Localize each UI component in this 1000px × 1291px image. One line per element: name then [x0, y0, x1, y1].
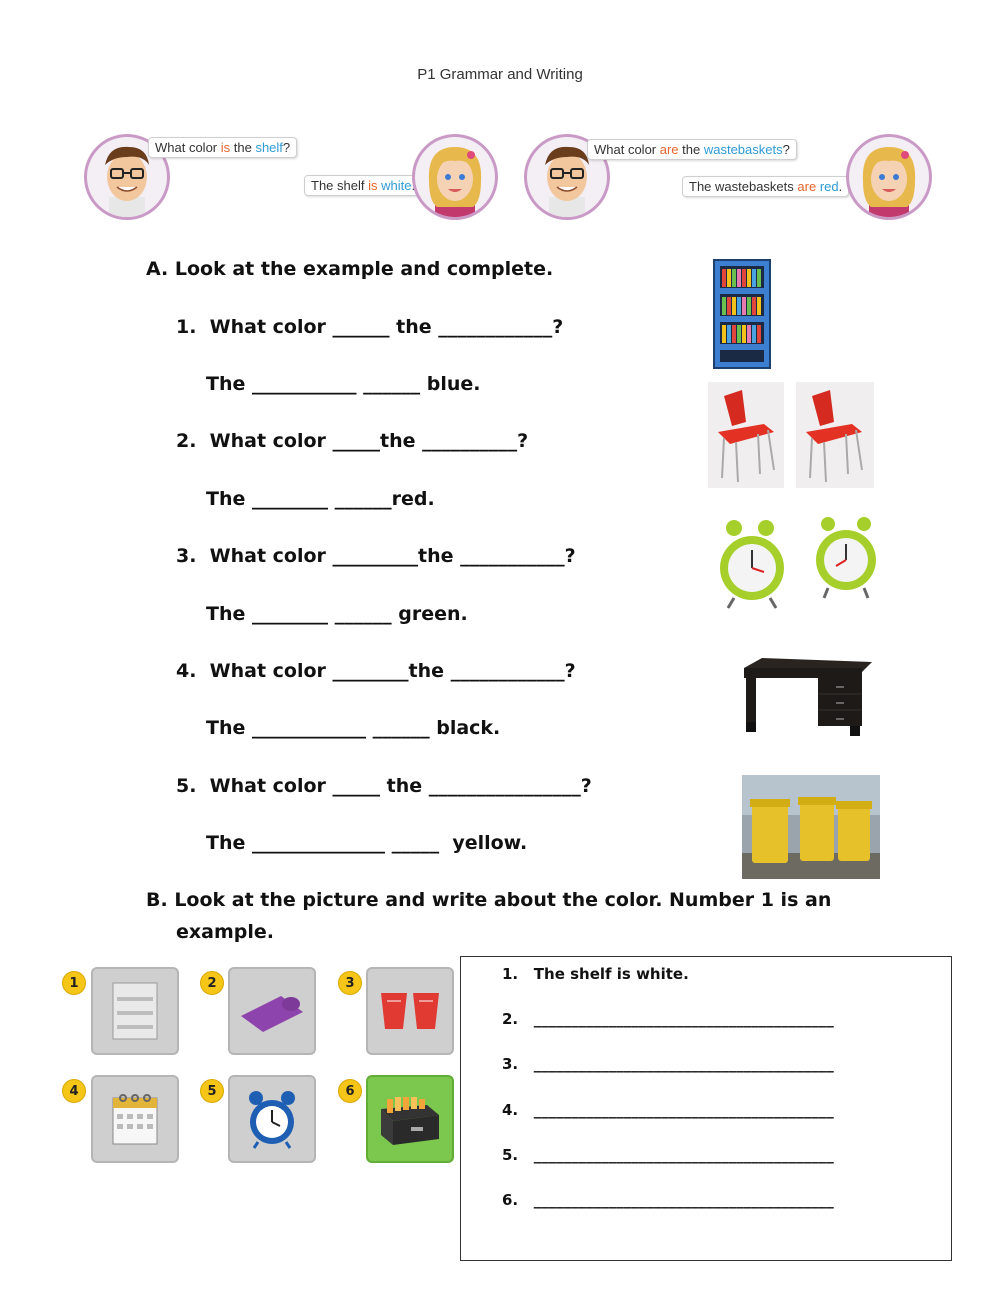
right-question-bubble: What color are the wastebaskets? [587, 139, 797, 160]
answer-3: The ________ ______ green. [206, 603, 468, 625]
answer-line-3: 3. ________________________________________ [502, 1055, 834, 1073]
tile-number-badge: 6 [338, 1079, 362, 1103]
page-title: P1 Grammar and Writing [417, 66, 583, 83]
wastebaskets-icon [375, 987, 445, 1035]
shelf-tile [91, 967, 179, 1055]
yoga-mat-tile [228, 967, 316, 1055]
question-2: 2. What color _____the __________? [176, 430, 529, 452]
left-question-bubble: What color is the shelf? [148, 137, 297, 158]
section-b-heading-line-1: B. Look at the picture and write about the color. Number 1 is an [146, 889, 832, 911]
calendar-icon [105, 1088, 165, 1150]
answer-2: The ________ ______red. [206, 488, 435, 510]
question-1: 1. What color ______ the ____________? [176, 316, 564, 338]
file-cabinet-tile [366, 1075, 454, 1163]
bookshelf-picture [708, 256, 776, 376]
yoga-mat-icon [237, 986, 307, 1036]
answer-line-5: 5. ________________________________________ [502, 1146, 834, 1164]
answer-line-4: 4. ________________________________________ [502, 1101, 834, 1119]
calendar-tile [91, 1075, 179, 1163]
right-answer-bubble: The wastebaskets are red. [682, 176, 849, 197]
tile-number-badge: 3 [338, 971, 362, 995]
file-cabinet-icon [377, 1091, 443, 1147]
alarm-clock-tile [228, 1075, 316, 1163]
green-clocks-picture [716, 514, 886, 618]
alarm-clock-icon [244, 1088, 300, 1150]
girl-avatar-right [846, 134, 932, 220]
tile-number-badge: 4 [62, 1079, 86, 1103]
answer-line-1: 1. The shelf is white. [502, 965, 689, 983]
answer-line-2: 2. ________________________________________ [502, 1010, 834, 1028]
left-answer-bubble: The shelf is white [304, 175, 422, 196]
tile-number-badge: 2 [200, 971, 224, 995]
red-chairs-picture [708, 382, 874, 492]
yellow-wastebaskets-picture [742, 775, 880, 883]
question-3: 3. What color _________the ___________? [176, 545, 576, 567]
answer-1: The ___________ ______ blue. [206, 373, 481, 395]
answer-4: The ____________ ______ black. [206, 717, 501, 739]
section-a-heading: A. Look at the example and complete. [146, 258, 554, 280]
answer-5: The ______________ _____ yellow. [206, 832, 528, 854]
answer-line-6: 6. ________________________________________ [502, 1191, 834, 1209]
shelf-icon [105, 979, 165, 1043]
tile-number-badge: 1 [62, 971, 86, 995]
question-5: 5. What color _____ the ________________? [176, 775, 592, 797]
question-4: 4. What color ________the ____________? [176, 660, 576, 682]
wastebaskets-tile [366, 967, 454, 1055]
section-b-heading-line-2: example. [176, 921, 274, 943]
black-desk-picture [742, 656, 874, 742]
girl-avatar-left [412, 134, 498, 220]
tile-number-badge: 5 [200, 1079, 224, 1103]
